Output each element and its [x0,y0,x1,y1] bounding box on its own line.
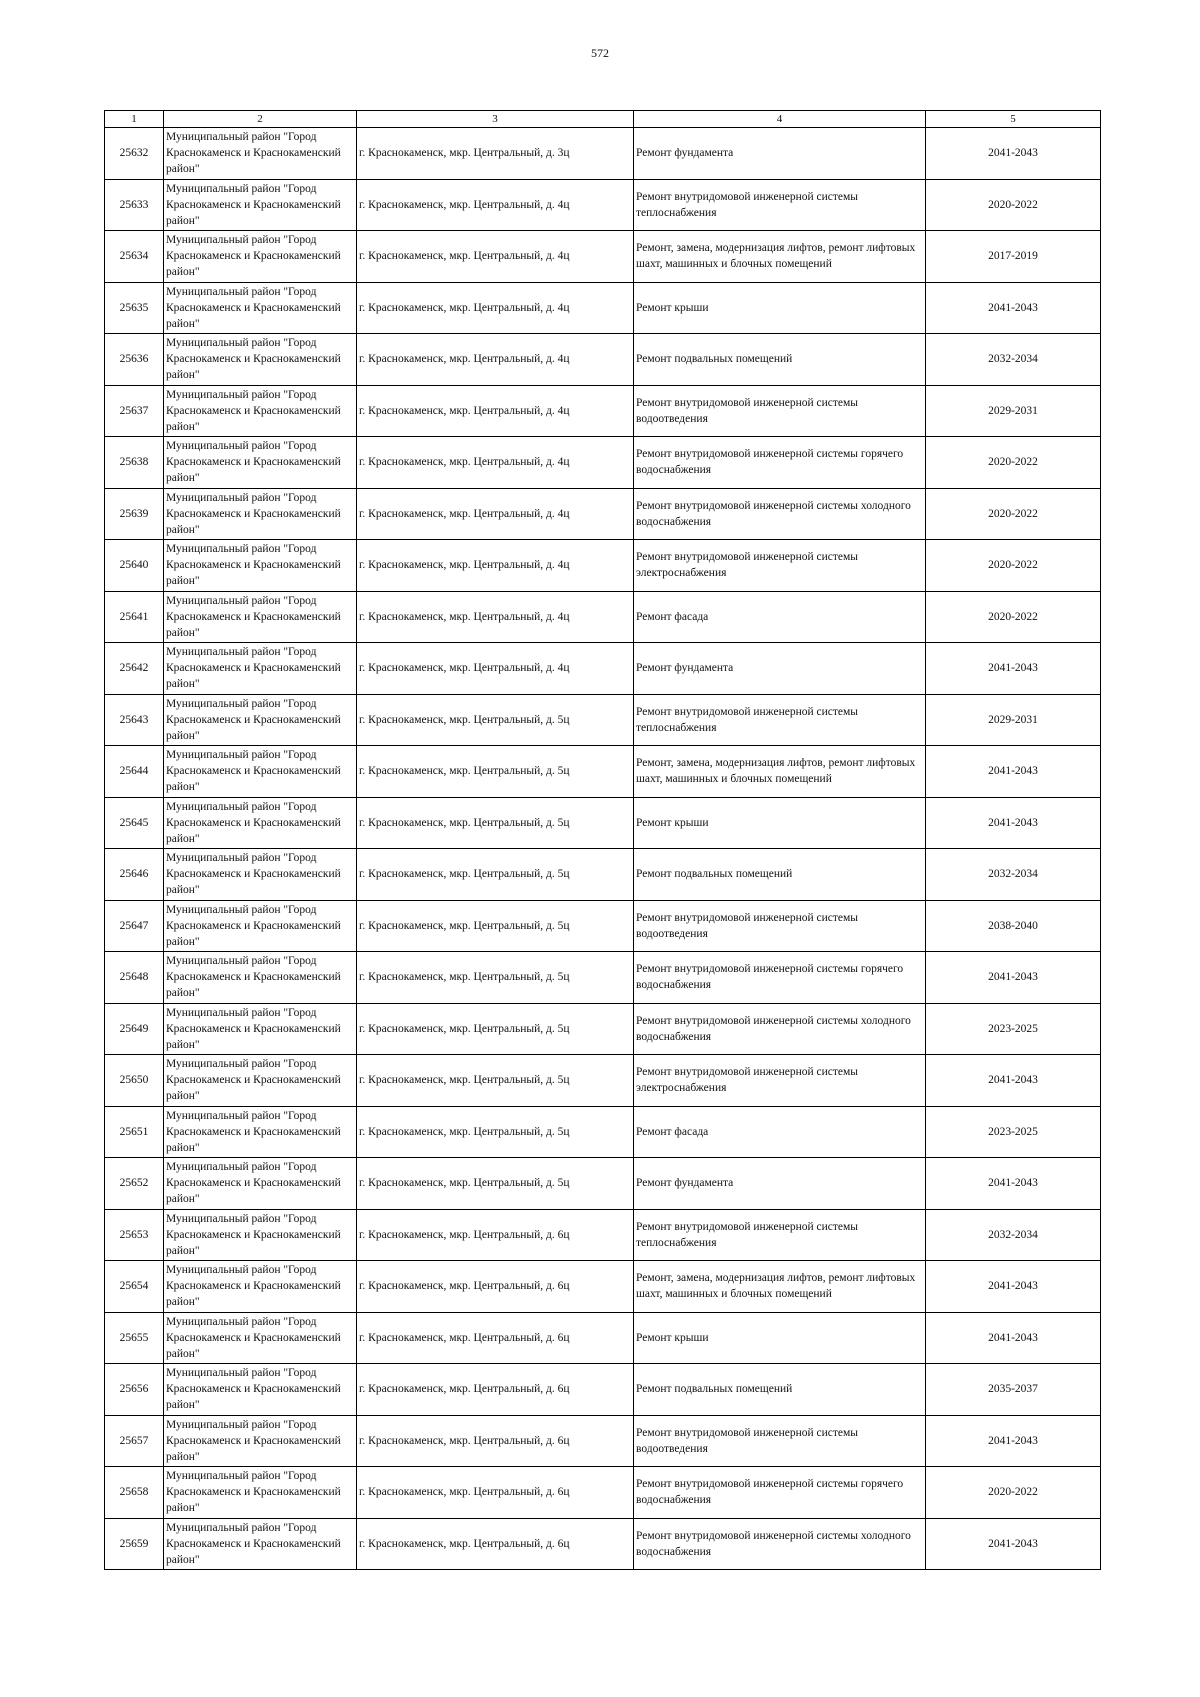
address-cell: г. Краснокаменск, мкр. Центральный, д. 6ц [357,1261,634,1313]
work-type-cell: Ремонт внутридомовой инженерной системы горячего водоснабжения [634,952,926,1004]
row-number: 25638 [105,437,164,489]
address-cell: г. Краснокаменск, мкр. Центральный, д. 5ц [357,900,634,952]
column-header-1: 1 [105,111,164,128]
row-number: 25641 [105,591,164,643]
period-cell: 2038-2040 [926,900,1101,952]
period-cell: 2041-2043 [926,797,1101,849]
municipality-cell: Муниципальный район "Город Краснокаменск и Краснокаменский район" [164,1055,357,1107]
table-row [105,591,1101,643]
row-number: 25651 [105,1106,164,1158]
period-cell: 2041-2043 [926,128,1101,180]
work-type-cell: Ремонт внутридомовой инженерной системы водоотведения [634,385,926,437]
period-cell: 2032-2034 [926,334,1101,386]
table-row [105,1518,1101,1570]
address-cell: г. Краснокаменск, мкр. Центральный, д. 6ц [357,1518,634,1570]
work-type-cell: Ремонт фундамента [634,643,926,695]
municipality-cell: Муниципальный район "Город Краснокаменск и Краснокаменский район" [164,334,357,386]
row-number: 25635 [105,282,164,334]
period-cell: 2020-2022 [926,540,1101,592]
period-cell: 2032-2034 [926,1209,1101,1261]
municipality-cell: Муниципальный район "Город Краснокаменск и Краснокаменский район" [164,128,357,180]
table-row [105,334,1101,386]
work-type-cell: Ремонт, замена, модернизация лифтов, ремонт лифтовых шахт, машинных и блочных помещений [634,231,926,283]
work-type-cell: Ремонт внутридомовой инженерной системы водоотведения [634,1415,926,1467]
work-type-cell: Ремонт внутридомовой инженерной системы электроснабжения [634,1055,926,1107]
address-cell: г. Краснокаменск, мкр. Центральный, д. 4ц [357,643,634,695]
work-type-cell: Ремонт внутридомовой инженерной системы теплоснабжения [634,1209,926,1261]
work-type-cell: Ремонт внутридомовой инженерной системы холодного водоснабжения [634,1003,926,1055]
address-cell: г. Краснокаменск, мкр. Центральный, д. 4ц [357,540,634,592]
municipality-cell: Муниципальный район "Город Краснокаменск и Краснокаменский район" [164,1261,357,1313]
row-number: 25642 [105,643,164,695]
period-cell: 2032-2034 [926,849,1101,901]
municipality-cell: Муниципальный район "Город Краснокаменск и Краснокаменский район" [164,1106,357,1158]
address-cell: г. Краснокаменск, мкр. Центральный, д. 3ц [357,128,634,180]
period-cell: 2041-2043 [926,1261,1101,1313]
period-cell: 2035-2037 [926,1364,1101,1416]
table-row [105,540,1101,592]
period-cell: 2041-2043 [926,1415,1101,1467]
row-number: 25639 [105,488,164,540]
address-cell: г. Краснокаменск, мкр. Центральный, д. 6ц [357,1364,634,1416]
row-number: 25634 [105,231,164,283]
work-type-cell: Ремонт крыши [634,1312,926,1364]
municipality-cell: Муниципальный район "Город Краснокаменск и Краснокаменский район" [164,849,357,901]
table-row [105,1467,1101,1519]
address-cell: г. Краснокаменск, мкр. Центральный, д. 5ц [357,1055,634,1107]
period-cell: 2020-2022 [926,179,1101,231]
address-cell: г. Краснокаменск, мкр. Центральный, д. 5ц [357,849,634,901]
period-cell: 2020-2022 [926,437,1101,489]
municipality-cell: Муниципальный район "Город Краснокаменск и Краснокаменский район" [164,282,357,334]
address-cell: г. Краснокаменск, мкр. Центральный, д. 6ц [357,1312,634,1364]
work-type-cell: Ремонт подвальных помещений [634,334,926,386]
work-type-cell: Ремонт крыши [634,282,926,334]
table-row [105,1055,1101,1107]
address-cell: г. Краснокаменск, мкр. Центральный, д. 4ц [357,231,634,283]
municipality-cell: Муниципальный район "Город Краснокаменск и Краснокаменский район" [164,643,357,695]
period-cell: 2041-2043 [926,1312,1101,1364]
table-row [105,1261,1101,1313]
municipality-cell: Муниципальный район "Город Краснокаменск и Краснокаменский район" [164,900,357,952]
period-cell: 2020-2022 [926,591,1101,643]
header-row [105,111,1101,128]
row-number: 25640 [105,540,164,592]
row-number: 25643 [105,694,164,746]
period-cell: 2029-2031 [926,694,1101,746]
table-row [105,900,1101,952]
period-cell: 2023-2025 [926,1106,1101,1158]
work-type-cell: Ремонт крыши [634,797,926,849]
row-number: 25659 [105,1518,164,1570]
period-cell: 2020-2022 [926,488,1101,540]
table-row [105,1312,1101,1364]
work-type-cell: Ремонт внутридомовой инженерной системы холодного водоснабжения [634,1518,926,1570]
municipality-cell: Муниципальный район "Город Краснокаменск и Краснокаменский район" [164,1209,357,1261]
row-number: 25633 [105,179,164,231]
table-row [105,488,1101,540]
work-type-cell: Ремонт подвальных помещений [634,1364,926,1416]
work-type-cell: Ремонт внутридомовой инженерной системы теплоснабжения [634,694,926,746]
municipality-cell: Муниципальный район "Город Краснокаменск и Краснокаменский район" [164,1158,357,1210]
table-row [105,1106,1101,1158]
table-row [105,1158,1101,1210]
work-type-cell: Ремонт фасада [634,1106,926,1158]
table-header [105,111,1101,128]
municipality-cell: Муниципальный район "Город Краснокаменск и Краснокаменский район" [164,591,357,643]
column-header-4: 4 [634,111,926,128]
address-cell: г. Краснокаменск, мкр. Центральный, д. 6ц [357,1209,634,1261]
work-type-cell: Ремонт фундамента [634,1158,926,1210]
address-cell: г. Краснокаменск, мкр. Центральный, д. 5ц [357,694,634,746]
column-header-5: 5 [926,111,1101,128]
address-cell: г. Краснокаменск, мкр. Центральный, д. 4ц [357,334,634,386]
table-row [105,385,1101,437]
period-cell: 2041-2043 [926,1055,1101,1107]
column-header-2: 2 [164,111,357,128]
address-cell: г. Краснокаменск, мкр. Центральный, д. 5ц [357,1158,634,1210]
table-row [105,437,1101,489]
table-row [105,1003,1101,1055]
period-cell: 2041-2043 [926,746,1101,798]
address-cell: г. Краснокаменск, мкр. Центральный, д. 4ц [357,437,634,489]
row-number: 25652 [105,1158,164,1210]
work-type-cell: Ремонт внутридомовой инженерной системы горячего водоснабжения [634,437,926,489]
period-cell: 2041-2043 [926,282,1101,334]
municipality-cell: Муниципальный район "Город Краснокаменск и Краснокаменский район" [164,1518,357,1570]
row-number: 25645 [105,797,164,849]
table-row [105,1209,1101,1261]
municipality-cell: Муниципальный район "Город Краснокаменск и Краснокаменский район" [164,1415,357,1467]
municipality-cell: Муниципальный район "Город Краснокаменск и Краснокаменский район" [164,694,357,746]
address-cell: г. Краснокаменск, мкр. Центральный, д. 6ц [357,1467,634,1519]
work-type-cell: Ремонт внутридомовой инженерной системы электроснабжения [634,540,926,592]
municipality-cell: Муниципальный район "Город Краснокаменск и Краснокаменский район" [164,1312,357,1364]
table-row [105,231,1101,283]
address-cell: г. Краснокаменск, мкр. Центральный, д. 4ц [357,488,634,540]
table-row [105,849,1101,901]
row-number: 25655 [105,1312,164,1364]
municipality-cell: Муниципальный район "Город Краснокаменск и Краснокаменский район" [164,540,357,592]
row-number: 25650 [105,1055,164,1107]
table-row [105,128,1101,180]
row-number: 25649 [105,1003,164,1055]
municipality-cell: Муниципальный район "Город Краснокаменск и Краснокаменский район" [164,1467,357,1519]
address-cell: г. Краснокаменск, мкр. Центральный, д. 5ц [357,1003,634,1055]
table-body [105,128,1101,1570]
row-number: 25644 [105,746,164,798]
work-type-cell: Ремонт фасада [634,591,926,643]
period-cell: 2041-2043 [926,643,1101,695]
municipality-cell: Муниципальный район "Город Краснокаменск и Краснокаменский район" [164,231,357,283]
period-cell: 2017-2019 [926,231,1101,283]
address-cell: г. Краснокаменск, мкр. Центральный, д. 6ц [357,1415,634,1467]
table-row [105,1364,1101,1416]
address-cell: г. Краснокаменск, мкр. Центральный, д. 4ц [357,179,634,231]
work-type-cell: Ремонт внутридомовой инженерной системы холодного водоснабжения [634,488,926,540]
row-number: 25658 [105,1467,164,1519]
row-number: 25637 [105,385,164,437]
period-cell: 2023-2025 [926,1003,1101,1055]
period-cell: 2041-2043 [926,1158,1101,1210]
column-header-3: 3 [357,111,634,128]
row-number: 25654 [105,1261,164,1313]
row-number: 25648 [105,952,164,1004]
table-row [105,643,1101,695]
address-cell: г. Краснокаменск, мкр. Центральный, д. 5ц [357,746,634,798]
table-row [105,179,1101,231]
row-number: 25656 [105,1364,164,1416]
work-type-cell: Ремонт фундамента [634,128,926,180]
table-row [105,694,1101,746]
row-number: 25647 [105,900,164,952]
row-number: 25632 [105,128,164,180]
table-row [105,282,1101,334]
period-cell: 2020-2022 [926,1467,1101,1519]
address-cell: г. Краснокаменск, мкр. Центральный, д. 4ц [357,591,634,643]
row-number: 25636 [105,334,164,386]
work-type-cell: Ремонт внутридомовой инженерной системы горячего водоснабжения [634,1467,926,1519]
municipality-cell: Муниципальный район "Город Краснокаменск и Краснокаменский район" [164,179,357,231]
work-type-cell: Ремонт, замена, модернизация лифтов, ремонт лифтовых шахт, машинных и блочных помещений [634,1261,926,1313]
table-row [105,952,1101,1004]
municipality-cell: Муниципальный район "Город Краснокаменск и Краснокаменский район" [164,746,357,798]
municipality-cell: Муниципальный район "Город Краснокаменск и Краснокаменский район" [164,1364,357,1416]
address-cell: г. Краснокаменск, мкр. Центральный, д. 5ц [357,1106,634,1158]
period-cell: 2041-2043 [926,1518,1101,1570]
period-cell: 2029-2031 [926,385,1101,437]
municipality-cell: Муниципальный район "Город Краснокаменск и Краснокаменский район" [164,952,357,1004]
municipality-cell: Муниципальный район "Город Краснокаменск и Краснокаменский район" [164,385,357,437]
work-type-cell: Ремонт внутридомовой инженерной системы теплоснабжения [634,179,926,231]
table-row [105,797,1101,849]
table-row [105,1415,1101,1467]
row-number: 25653 [105,1209,164,1261]
row-number: 25646 [105,849,164,901]
period-cell: 2041-2043 [926,952,1101,1004]
municipality-cell: Муниципальный район "Город Краснокаменск и Краснокаменский район" [164,488,357,540]
address-cell: г. Краснокаменск, мкр. Центральный, д. 4ц [357,385,634,437]
address-cell: г. Краснокаменск, мкр. Центральный, д. 5ц [357,952,634,1004]
work-type-cell: Ремонт внутридомовой инженерной системы водоотведения [634,900,926,952]
municipality-cell: Муниципальный район "Город Краснокаменск и Краснокаменский район" [164,437,357,489]
capital-repair-table [104,110,1101,1570]
row-number: 25657 [105,1415,164,1467]
page-number: 572 [591,46,609,60]
municipality-cell: Муниципальный район "Город Краснокаменск и Краснокаменский район" [164,797,357,849]
work-type-cell: Ремонт подвальных помещений [634,849,926,901]
address-cell: г. Краснокаменск, мкр. Центральный, д. 4ц [357,282,634,334]
municipality-cell: Муниципальный район "Город Краснокаменск и Краснокаменский район" [164,1003,357,1055]
work-type-cell: Ремонт, замена, модернизация лифтов, ремонт лифтовых шахт, машинных и блочных помещений [634,746,926,798]
table-row [105,746,1101,798]
address-cell: г. Краснокаменск, мкр. Центральный, д. 5ц [357,797,634,849]
